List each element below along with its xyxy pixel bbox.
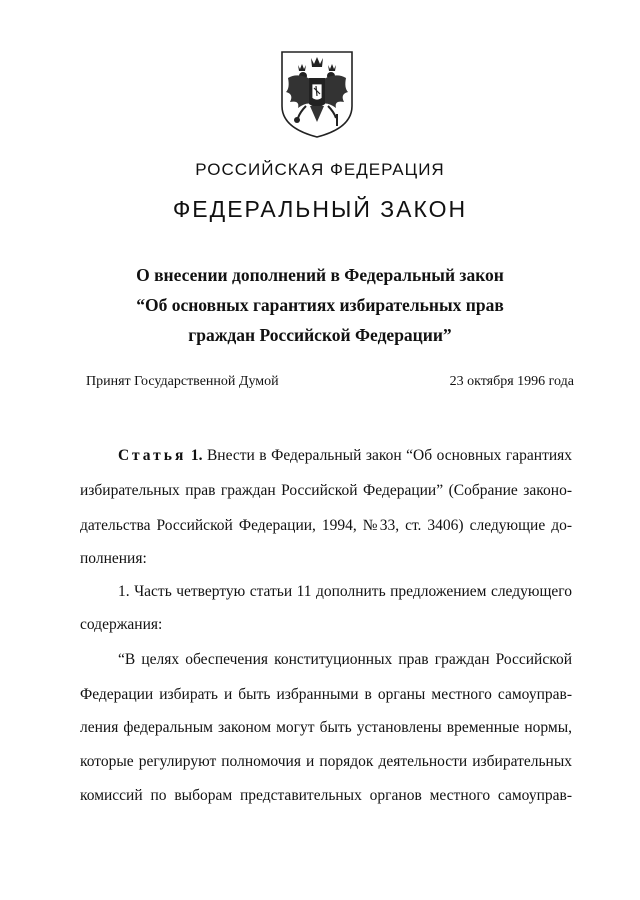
adoption-date: 23 октября 1996 года bbox=[449, 374, 574, 389]
law-title bbox=[0, 260, 640, 350]
law-title-line: граждан Российской Федерации” bbox=[188, 325, 452, 345]
body-line: которые регулируют полномочия и порядок деятельности избирательных bbox=[80, 753, 572, 770]
body-line: дательства Российской Федерации, 1994, №33, ст. 3406) следующие до- bbox=[80, 517, 572, 534]
law-type-heading: ФЕДЕРАЛЬНЫЙ ЗАКОН bbox=[172, 196, 468, 222]
body-line: ления федеральным законом могут быть установлены временные нормы, bbox=[80, 719, 572, 736]
article-number: 1. bbox=[190, 447, 203, 464]
double-headed-eagle-icon bbox=[276, 48, 358, 140]
body-line: Федерации избирать и быть избранными в органы местного самоуправ- bbox=[80, 686, 572, 703]
body-line: избирательных прав граждан Российской Федерации” (Собрание законо- bbox=[80, 482, 572, 499]
state-emblem bbox=[276, 48, 358, 140]
body-line: “В целях обеспечения конституционных прав граждан Российской bbox=[118, 651, 572, 668]
adopted-by-text: Принят Государственной Думой bbox=[86, 374, 279, 389]
body-line: комиссий по выборам представительных органов местного самоуправ- bbox=[80, 787, 572, 804]
body-line: содержания: bbox=[80, 616, 163, 633]
body-line bbox=[80, 446, 572, 466]
country-heading: РОССИЙСКАЯ ФЕДЕРАЦИЯ bbox=[195, 160, 445, 179]
body-text: Внести в Федеральный закон “Об основных гарантиях bbox=[206, 447, 573, 464]
law-title-line: О внесении дополнений в Федеральный закон bbox=[136, 265, 504, 285]
law-title-line: “Об основных гарантиях избирательных прав bbox=[136, 295, 504, 315]
article-label: Статья bbox=[118, 447, 187, 464]
body-line: полнения: bbox=[80, 550, 147, 567]
body-line: 1. Часть четвертую статьи 11 дополнить предложением следующего bbox=[118, 583, 572, 600]
